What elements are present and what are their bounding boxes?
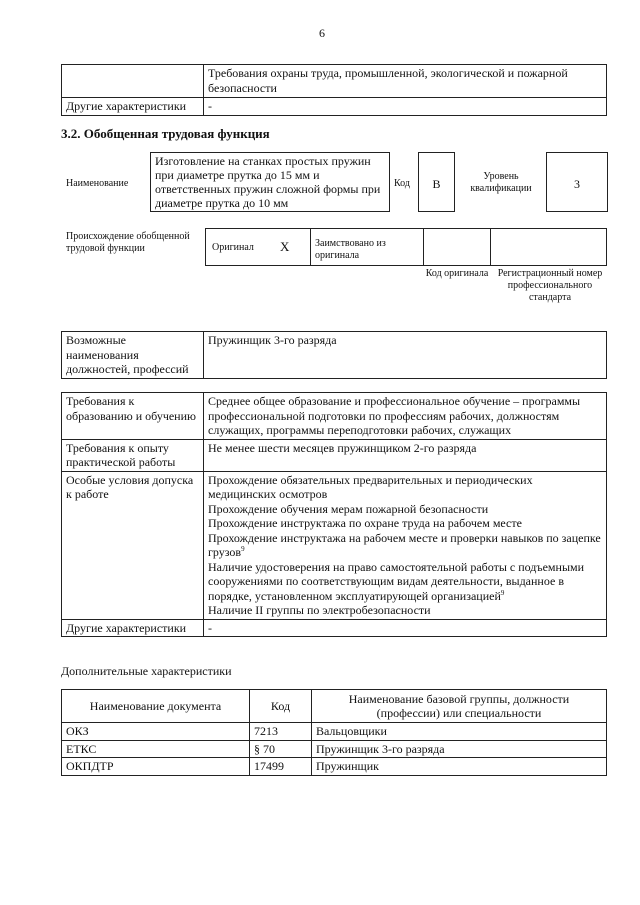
requirements-table — [61, 392, 607, 637]
top-table-other-label: Другие характеристики — [62, 98, 204, 116]
positions-table — [61, 331, 607, 379]
education-value: Среднее общее образование и профессиональное обучение – программы профессиональной подготовки по профессиям рабочих, должностям служащих, программы переподготовки рабочих, служащих — [204, 393, 607, 440]
condition-item: Прохождение обязательных предварительных и периодических медицинских осмотров — [208, 472, 533, 501]
original-mark: X — [280, 239, 290, 254]
positions-value: Пружинщик 3-го разряда — [204, 332, 607, 379]
additional-header-doc: Наименование документа — [62, 690, 250, 723]
additional-code: 17499 — [250, 758, 312, 776]
original-label: Оригинал — [212, 242, 254, 253]
top-table — [61, 64, 607, 116]
conditions-list — [204, 471, 607, 619]
origin-divider-3 — [490, 229, 491, 265]
condition-item: Прохождение обучения мерам пожарной безопасности — [208, 501, 489, 516]
additional-code: 7213 — [250, 723, 312, 741]
table-row — [62, 758, 607, 776]
level-label: Уровень квалификации — [470, 171, 532, 194]
condition-item: Прохождение инструктажа по охране труда на рабочем месте — [208, 516, 522, 530]
function-name-box: Изготовление на станках простых пружин при диаметре прутка до 15 мм и ответственных пружин сложной формы при диаметре прутка до 10 мм — [150, 152, 390, 212]
additional-doc: ОКПДТР — [62, 758, 250, 776]
code-label: Код — [394, 178, 410, 189]
condition-item: Прохождение инструктажа на рабочем месте и проверки навыков по зацепке грузов$^9$ — [208, 530, 601, 559]
origin-divider-2 — [423, 229, 424, 265]
section-title: 3.2. Обобщенная трудовая функция — [61, 126, 270, 141]
other-value: - — [204, 619, 607, 637]
origin-reg-caption: Регистрационный номер профессионального стандарта — [497, 268, 603, 303]
code-value-box: B — [418, 152, 455, 212]
additional-name: Вальцовщики — [312, 723, 607, 741]
table-row — [62, 740, 607, 758]
additional-name: Пружинщик 3-го разряда — [312, 740, 607, 758]
other-label: Другие характеристики — [62, 619, 204, 637]
additional-doc: ОКЗ — [62, 723, 250, 741]
level-value-box: 3 — [546, 152, 608, 212]
experience-value: Не менее шести месяцев пружинщиком 2-го разряда — [204, 439, 607, 471]
condition-item: Наличие удостоверения на право самостоятельной работы с подъемными сооружениями по соответствующим видам деятельности, выданное в порядке, установленном эксплуатирующей организацией$^9$ — [208, 559, 585, 603]
table-row — [62, 723, 607, 741]
origin-table — [205, 228, 607, 266]
experience-label: Требования к опыту практической работы — [62, 439, 204, 471]
conditions-label: Особые условия допуска к работе — [62, 471, 204, 619]
borrowed-label: Заимствовано из оригинала — [315, 238, 386, 261]
additional-code: § 70 — [250, 740, 312, 758]
additional-header-code: Код — [250, 690, 312, 723]
additional-title: Дополнительные характеристики — [61, 664, 232, 678]
top-table-other-value: - — [204, 98, 607, 116]
top-table-safety-requirements: Требования охраны труда, промышленной, экологической и пожарной безопасности — [204, 65, 607, 98]
additional-name: Пружинщик — [312, 758, 607, 776]
additional-header-name: Наименование базовой группы, должности (профессии) или специальности — [312, 690, 607, 723]
page-number: 6 — [319, 26, 325, 40]
additional-table — [61, 689, 607, 776]
condition-item: Наличие II группы по электробезопасности — [208, 603, 431, 617]
education-label: Требования к образованию и обучению — [62, 393, 204, 440]
origin-divider-1 — [310, 229, 311, 265]
name-label: Наименование — [66, 178, 129, 189]
origin-code-caption: Код оригинала — [425, 268, 489, 279]
positions-label: Возможные наименования должностей, профессий — [62, 332, 204, 379]
additional-doc: ЕТКС — [62, 740, 250, 758]
origin-label: Происхождение обобщенной трудовой функции — [66, 231, 190, 254]
top-table-empty-cell — [62, 65, 204, 98]
